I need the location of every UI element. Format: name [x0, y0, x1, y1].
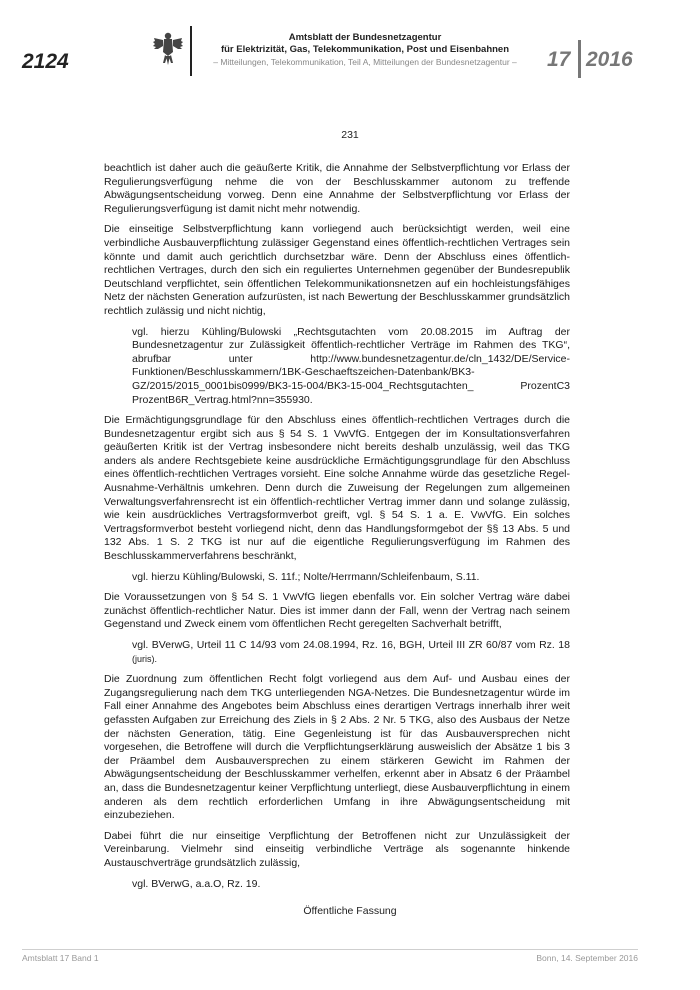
- public-version-label: Öffentliche Fassung: [303, 905, 397, 917]
- paragraph: Die Voraussetzungen von § 54 S. 1 VwVfG liegen ebenfalls vor. Ein solcher Vertrag wäre dabei zunächst öffentlich-rechtlicher Natur. Dies ist immer dann der Fall, wenn der Vertrag nach seinem Gegenstand und Zweck einem vom öffentlichen Recht geregelten Sachverhalt betrifft,: [104, 591, 570, 631]
- paragraph: Die Zuordnung zum öffentlichen Recht folgt vorliegend aus dem Auf- und Ausbau eines der Zugangsregulierung nach dem TKG unterliegenden NGA-Netzes. Die Bundesnetzagentur würde im Fall einer Annahme des Angebotes beim Abschluss eines derartigen Vertrags innerhalb ihrer weit gefassten Aufgaben zur Erreichung des Ziels in § 2 Abs. 2 Nr. 5 TKG, also des Ausbaus der Netze der nächsten Generation, tätig. Eine Gegenleistung ist für das Ausbauversprechen nicht vorgesehen, die Betroffene will durch die Verpflichtungserklärung ausweislich der Absätze 1 bis 3 der Präambel dem Ausbauversprechen zu einem stärkeren Gewicht im Rahmen der Abwägungsentscheidung der Beschlusskammer verhelfen, erkennt aber in Absatz 6 der Präambel an, dass die Bundesnetzagentur keiner Verpflichtung unterliegt, diese Ausbauverpflichtung in einem anderen als dem rechtlich erforderlichen Umfang in ihre Abwägungsentscheidung mit einzubeziehen.: [104, 673, 570, 822]
- journal-title-line2: für Elektrizität, Gas, Telekommunikation, Post und Eisenbahnen: [220, 44, 510, 55]
- body-text: [104, 162, 570, 898]
- citation-text: vgl. BVerwG, Urteil 11 C 14/93 vom 24.08.1994, Rz. 16, BGH, Urteil III ZR 60/87 vom Rz. 18: [132, 639, 570, 651]
- footer-date: Bonn, 14. September 2016: [536, 953, 638, 963]
- paragraph: beachtlich ist daher auch die geäußerte Kritik, die Annahme der Selbstverpflichtung vor Erlass der Regulierungsverfügung nehme die von der Beschlusskammer autonom zu treffende Abwägungsentscheidung vorweg. Denn eine Annahme der Selbstverpflichtung vor Erlass der Regulierungsverfügung ist damit nicht mehr notwendig.: [104, 162, 570, 215]
- paragraph: Dabei führt die nur einseitige Verpflichtung der Betroffenen nicht zur Unzulässigkeit der Vereinbarung. Vielmehr sind einseitig verbindliche Verträge als sogenannte hinkende Austauschverträge grundsätzlich zulässig,: [104, 829, 570, 869]
- paragraph: Die einseitige Selbstverpflichtung kann vorliegend auch berücksichtigt werden, weil eine verbindliche Ausbauverpflichtung zulässiger Gegenstand eines öffentlich-rechtlichen Vertrages sein könnte und damit auch gerichtlich durchsetzbar wäre. Denn der Abschluss eines öffentlich-rechtlichen Vertrages, durch den sich ein reguliertes Unternehmen gegenüber der Bundesrepublik Deutschland verpflichtet, sein öffentlichen Telekommunikationsnetzen auf ein hochleistungsfähiges Netz der nächsten Generation aufzurüsten, ist nach Bewertung der Beschlusskammer grundsätzlich rechtlich zulässig und nicht nichtig,: [104, 223, 570, 317]
- journal-title-line1: Amtsblatt der Bundesnetzagentur: [288, 32, 442, 43]
- federal-eagle-icon: [152, 30, 184, 66]
- issue-year: 2016: [586, 48, 633, 71]
- page-number: 2124: [22, 50, 69, 73]
- citation-source: (juris).: [132, 653, 157, 664]
- citation: vgl. BVerwG, a.a.O, Rz. 19.: [132, 877, 261, 890]
- journal-title: [200, 32, 530, 56]
- journal-subtitle: – Mitteilungen, Telekommunikation, Teil A, Mitteilungen der Bundesnetzagentur –: [213, 57, 517, 67]
- document-page-label: 231: [341, 129, 359, 141]
- footer-rule: [22, 949, 638, 950]
- citation: [132, 639, 570, 666]
- footer-volume: Amtsblatt 17 Band 1: [22, 953, 99, 963]
- header-divider: [190, 26, 192, 76]
- citation: vgl. hierzu Kühling/Bulowski „Rechtsgutachten vom 20.08.2015 im Auftrag der Bundesnetzagentur zur Zulässigkeit öffentlich-rechtlicher Verträge im Rahmen des TKG“, abrufbar unter http://www.bundesnetzagentur.de/cln_1432/DE/Service-Funktionen/Beschlusskammern/1BK-Geschaeftszeichen-Datenbank/BK3-GZ/2015/2015_0001bis0999/BK3-15-004/BK3-15-004_Rechtsgutachten_ ProzentC3 ProzentB6R_Vertrag.html?nn=355930.: [132, 325, 570, 406]
- citation: vgl. hierzu Kühling/Bulowski, S. 11f.; Nolte/Herrmann/Schleifenbaum, S.11.: [132, 570, 480, 583]
- paragraph: Die Ermächtigungsgrundlage für den Abschluss eines öffentlich-rechtlichen Vertrages durch die Bundesnetzagentur ergibt sich aus § 54 S. 1 VwVfG. Entgegen der im Konsultationsverfahren geäußerten Kritik ist der Vertrag insbesondere nicht bereits deshalb unzulässig, weil das TKG anders als andere Rechtsgebiete keine ausdrückliche Ermächtigungsgrundlage für den Abschluss eines öffentlich-rechtlichen Vertrages vorsieht. Eine solche Annahme würde das gesetzliche Regel-Ausnahme-Verhältnis umkehren. Denn durch die Zuweisung der Regelungen zum allgemeinen Verwaltungsverfahrensrecht ist ein öffentlich-rechtlicher Vertrag immer dann und solange zulässig, wie kein ausdrückliches Vertragsformverbot greift, vgl. § 54 S. 1 a. E. VwVfG. Ein solches Vertragsformverbot besteht vorliegend nicht, denn das Handlungsformgebot der §§ 13 Abs. 5 und 132 Abs. 1 S. 2 TKG ist nur auf die eigentliche Regulierungsverfügung im Rahmen des Beschlusskammerverfahrens beschränkt,: [104, 414, 570, 563]
- issue-divider: [578, 40, 581, 78]
- issue-number: 17: [547, 48, 571, 71]
